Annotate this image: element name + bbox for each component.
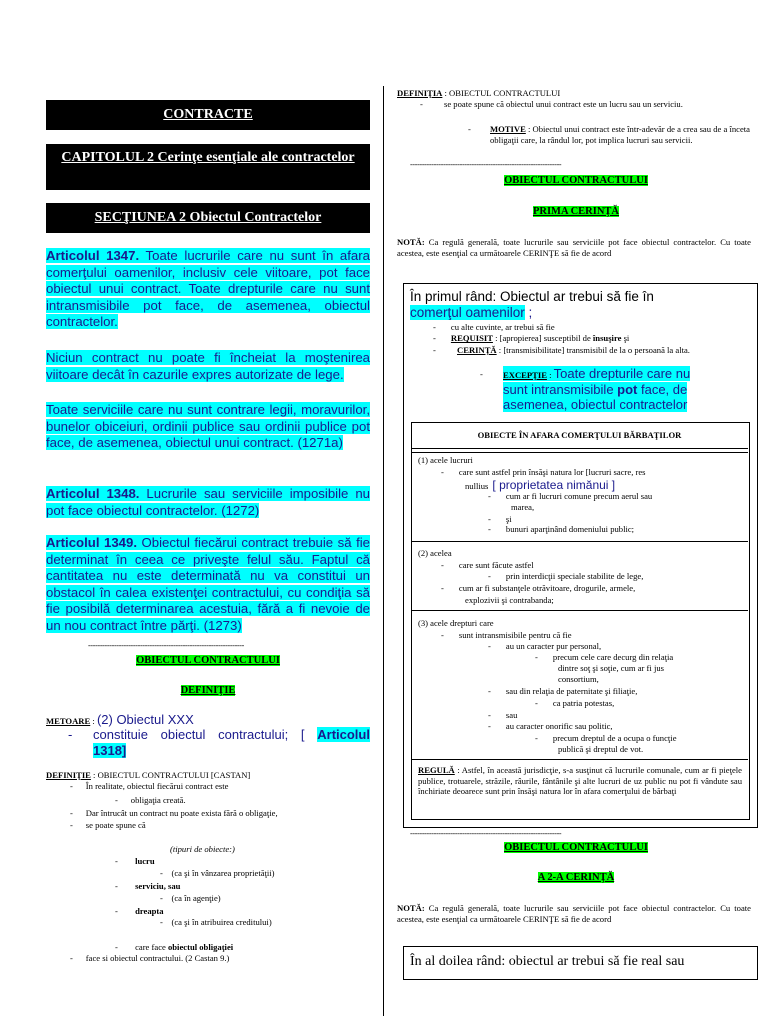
exceptie-dash: - (480, 369, 483, 379)
type-dreapta: - dreapta (115, 906, 164, 916)
t3-ss1c: consortium, (558, 674, 599, 684)
def-item-1: - În realitate, obiectul fiecărui contract este (70, 781, 229, 791)
title-contracte: CONTRACTE (46, 100, 370, 130)
heading-obiectul-right: OBIECTUL CONTRACTULUI (504, 175, 648, 186)
t1-s3: - bunuri aparţinând domeniului public; (488, 524, 635, 534)
cerinta: CERINŢĂ : [transmisibilitate] transmisibil de la o persoană la alta. (457, 345, 690, 355)
nota-1: NOTĂ: Ca regulă generală, toate lucrurile sau serviciile pot face obiectul contractelor. Cu toate acestea, este esenţial ca următoarele CERINŢE să fie de acord (397, 237, 751, 258)
cerinta-dash: - (433, 345, 436, 355)
heading-obiectul-right-2: OBIECTUL CONTRACTULUI (504, 842, 648, 853)
type-serviciu-note: - (ca în agenţie) (160, 893, 221, 903)
t2-b2b: explozivii şi contrabanda; (465, 595, 554, 605)
t2-s1: - prin interdicţii speciale stabilite de lege, (488, 571, 644, 581)
t3-s4: - au caracter onorific sau politic, (488, 721, 613, 731)
heading-a2-cerinta: A 2-A CERINŢĂ (537, 872, 615, 883)
t2-title: (2) acelea (418, 548, 452, 558)
separator: ------------------------------------------------------------------ (88, 641, 245, 650)
t1-s1b: marea, (511, 502, 535, 512)
t1-s1: - cum ar fi lucruri comune precum aerul sau (488, 491, 653, 501)
def-item-3: - Dar întrucât un contract nu poate exista fără o obligaţie, (70, 808, 278, 818)
title-capitolul: CAPITOLUL 2 Cerinţe esenţiale ale contractelor (46, 144, 370, 190)
box1-b1: - cu alte cuvinte, ar trebui să fie (433, 322, 555, 332)
t3-b1: - sunt intransmisibile pentru că fie (441, 630, 572, 640)
separator-right: ---------------------------------------------------------------- (410, 160, 562, 169)
face-si: - face si obiectul contractului. (2 Castan 9.) (70, 953, 230, 963)
t2-b1: - care sunt făcute astfel (441, 560, 534, 570)
t3-s3: - sau (488, 710, 518, 720)
table-header: OBIECTE ÎN AFARA COMERŢULUI BĂRBAŢILOR (411, 422, 748, 449)
paragraph-mostenire: Niciun contract nu poate fi încheiat la moştenirea viitoare decât în cazurile expres autorizate de lege. (46, 350, 370, 382)
t1-b1: - care sunt astfel prin însăşi natura lor [lucruri sacre, res (441, 467, 646, 477)
t3-ss4: - precum dreptul de a ocupa o funcţie (535, 733, 677, 743)
box1-line1: În primul rând: Obiectul ar trebui să fie în (410, 289, 654, 304)
separator-right-2: ---------------------------------------------------------------- (410, 829, 562, 838)
t3-ss1: - precum cele care decurg din relaţia (535, 652, 674, 662)
heading-obiectul: OBIECTUL CONTRACTULUI (136, 655, 280, 666)
t1-s2: - şi (488, 514, 512, 524)
article-1348: Articolul 1348. Lucrurile sau serviciile imposibile nu pot face obiectul contractelor. (1272) (46, 486, 370, 518)
requisit: - REQUISIT : [apropierea] susceptibil de însuşire şi (433, 333, 630, 343)
metoare-line: METOARE : (2) Obiectul XXX (46, 712, 194, 727)
table-rule-3 (411, 610, 748, 611)
t2-b2: - cum ar fi substanţele otrăvitoare, drogurile, armele, (441, 583, 636, 593)
t3-ss1b: dintre soţ şi soţie, cum ar fi jus (558, 663, 664, 673)
type-dreapta-note: - (ca şi în atribuirea creditului) (160, 917, 272, 927)
paragraph-servicii: Toate serviciile care nu sunt contrare legii, moravurilor, bunelor obiceiuri, ordinii publice sau ordinii publice pot face, de asemenea, obiectul unui contract. (1271a) (46, 402, 370, 450)
table-rule (411, 452, 748, 453)
metoare-bullet: constituie obiectul contractului; [ Articolul 1318] (93, 727, 370, 758)
definitia-top: DEFINIŢIA : OBIECTUL CONTRACTULUI (397, 88, 561, 98)
regula: REGULĂ : Astfel, în această jurisdicţie, s-a susţinut că lucrurile comunale, cum ar fi pieţele publice, trotuarele, străzile, râurile, fântânile şi alte lucruri de uz public nu pot fi vândute sau închiriate deoarece sunt prin însăşi natura lor în afara comerţului de bărbaţi (418, 765, 742, 796)
def-top-dash: - (420, 99, 423, 109)
t3-title: (3) acele drepturi care (418, 618, 494, 628)
article-1349: Articolul 1349. Obiectul fiecărui contract trebuie să fie determinat în ceea ce priveşte felul său. Faptul că cantitatea nu este determinată nu va constitui un obstacol în calea existenţei contractului, cu condiţia să fie posibilă determinarea acestuia, fără a fi nevoie de un nou contract între părţi. (1273) (46, 535, 370, 633)
article-1347: Articolul 1347. Toate lucrurile care nu sunt în afara comerţului oamenilor, inclusiv cele viitoare, pot face obiectul unui contract. Toate drepturile care nu sunt intransmisibile pot face, de asemenea, obiectul contractelor. (46, 248, 370, 329)
type-lucru: - lucru (115, 856, 155, 866)
exceptie: EXCEPŢIE : Toate drepturile care nu sunt intransmisibile pot face, de asemenea, obiectul contractelor (503, 366, 691, 412)
def-item-4: - se poate spune că (70, 820, 146, 830)
table-rule-4 (411, 759, 748, 760)
t3-ss4b: publică şi dreptul de vot. (558, 744, 644, 754)
nota-2: NOTĂ: Ca regulă generală, toate lucrurile sau serviciile pot face obiectul contractelor. Cu toate acestea, este esenţial ca următoarele CERINŢE să fie de acord (397, 903, 751, 924)
motive: MOTIVE : Obiectul unui contract este într-adevăr de a crea sau de a înceta obligaţii care, la rândul lor, pot implica lucruri sau servicii. (490, 124, 750, 145)
def-item-2: - obligaţia creată. (115, 795, 186, 805)
t3-s2: - sau din relaţia de paternitate şi filiaţie, (488, 686, 638, 696)
box1-line2: comerţul oamenilor ; (410, 305, 533, 320)
box2-line: În al doilea rând: obiectul ar trebui să fie real sau (410, 954, 685, 969)
type-serviciu: - serviciu, sau (115, 881, 181, 891)
heading-prima-cerinta: PRIMA CERINŢĂ (532, 206, 620, 217)
table-rule-2 (411, 541, 748, 542)
t3-ss2: - ca patria potestas, (535, 698, 615, 708)
motive-dash: - (468, 124, 471, 134)
type-lucru-note: - (ca şi în vânzarea proprietăţii) (160, 868, 275, 878)
t1-b1b: nullius [ proprietatea nimănui ] (465, 478, 616, 492)
tipuri-label: (tipuri de obiecte:) (170, 844, 235, 854)
care-face: - care face obiectul obligaţiei (115, 942, 234, 952)
t3-s1: - au un caracter pur personal, (488, 641, 602, 651)
metoare-bullet-dash: - (68, 727, 73, 742)
def-top-bullet: se poate spune că obiectul unui contract este un lucru sau un serviciu. (444, 99, 683, 109)
definitie-castan: DEFINIŢIE : OBIECTUL CONTRACTULUI [CASTAN] (46, 770, 251, 780)
heading-definitie: DEFINIŢIE (180, 685, 236, 696)
title-sectiunea: SECŢIUNEA 2 Obiectul Contractelor (46, 203, 370, 233)
t1-title: (1) acele lucruri (418, 455, 473, 465)
